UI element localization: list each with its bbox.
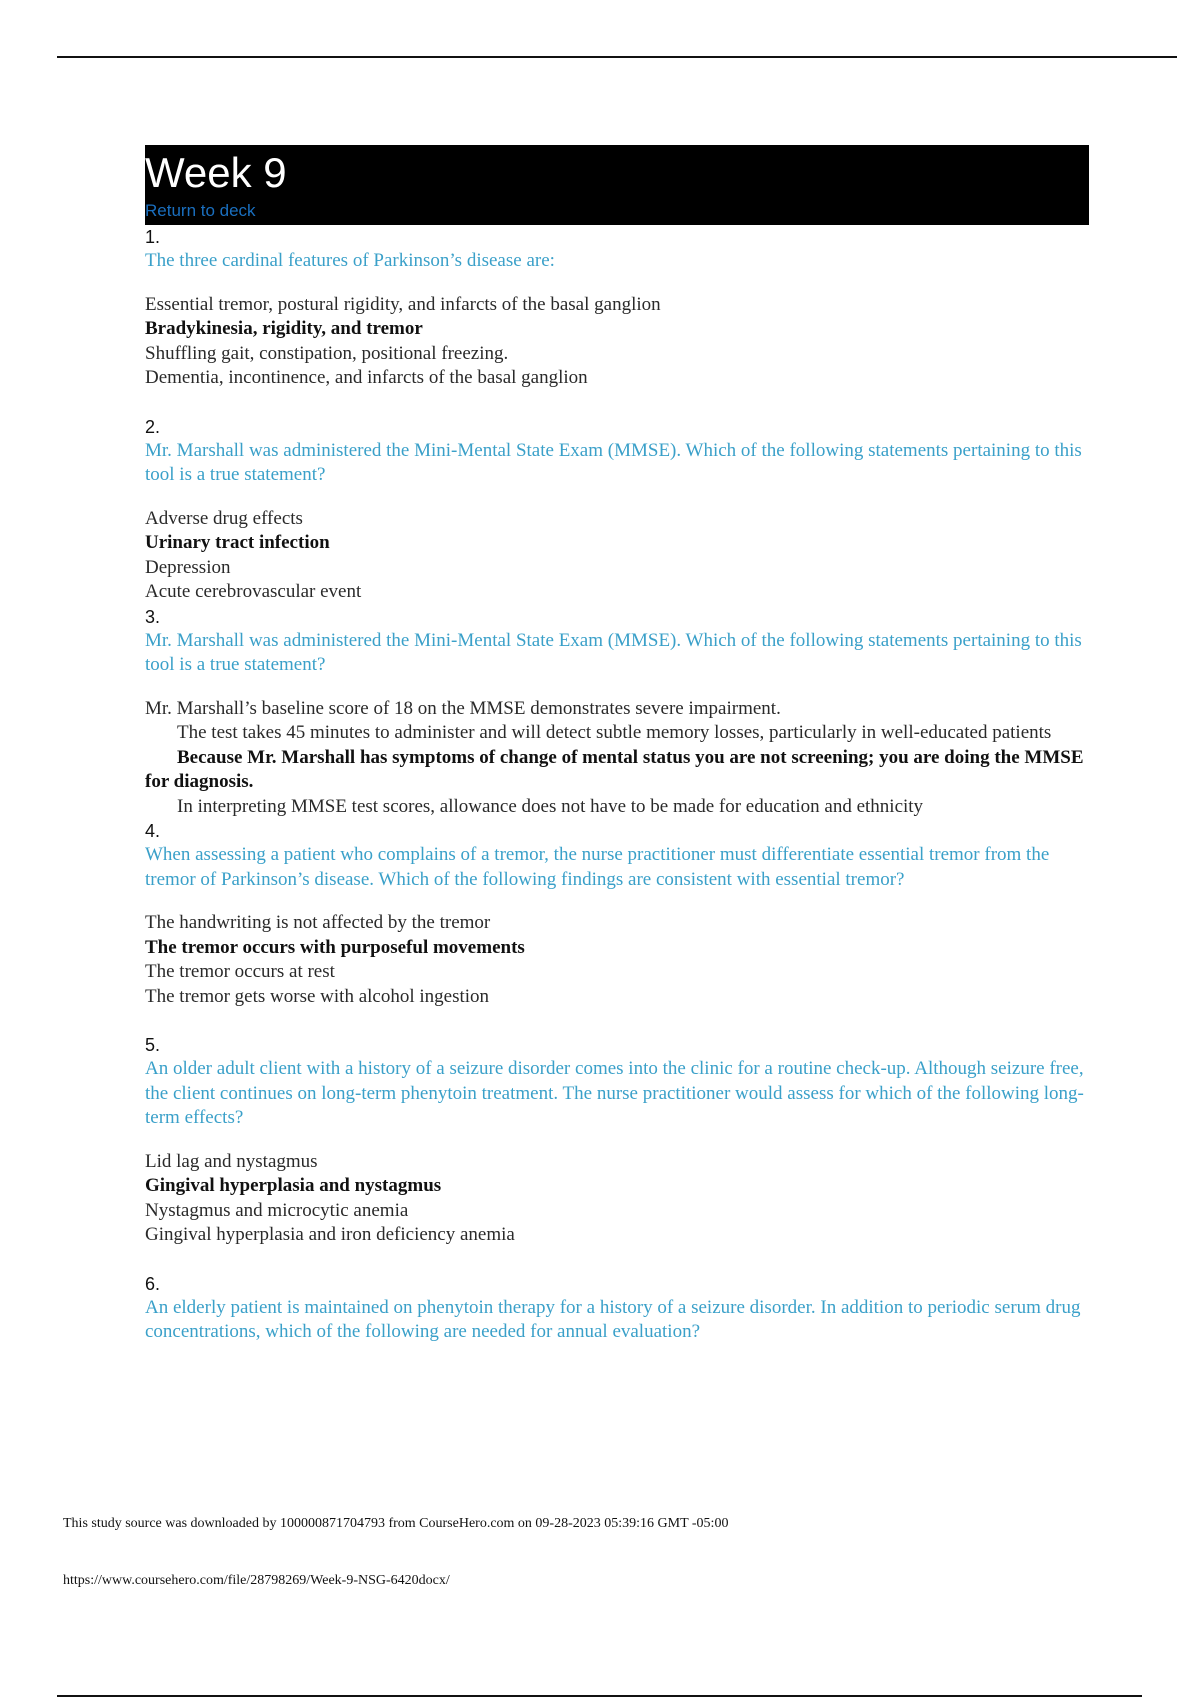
correct-answer: Gingival hyperplasia and nystagmus bbox=[145, 1175, 442, 1196]
answer-list bbox=[145, 1150, 1090, 1248]
question-number: 1. bbox=[145, 227, 161, 247]
answer-option: Adverse drug effects bbox=[145, 507, 303, 529]
question-text: Mr. Marshall was administered the Mini-Mental State Exam (MMSE). Which of the following statements pertaining to this tool is a true statement? bbox=[145, 629, 1082, 675]
source-url: https://www.coursehero.com/file/28798269/Week-9-NSG-6420docx/ bbox=[63, 1573, 450, 1588]
answer-option: Lid lag and nystagmus bbox=[145, 1150, 318, 1172]
correct-answer: Bradykinesia, rigidity, and tremor bbox=[145, 318, 423, 339]
download-source-note: This study source was downloaded by 100000871704793 from CourseHero.com on 09-28-2023 05:39:16 GMT -05:00 bbox=[63, 1516, 729, 1531]
question-number: 3. bbox=[145, 606, 161, 627]
answer-option: The handwriting is not affected by the tremor bbox=[145, 912, 491, 933]
answer-option: The tremor occurs at rest bbox=[145, 961, 335, 982]
correct-answer: Because Mr. Marshall has symptoms of change of mental status you are not screening; you are doing the MMSE for diagnosis. bbox=[145, 746, 1084, 792]
question-1 bbox=[145, 225, 1090, 391]
bottom-rule bbox=[57, 1695, 1142, 1697]
question-text: An older adult client with a history of a seizure disorder comes into the clinic for a routine check-up. Although seizure free, the client continues on long-term phenytoin treatment. The nurse practitioner would assess for which of the following long-term effects? bbox=[145, 1058, 1084, 1128]
answer-option: Gingival hyperplasia and iron deficiency anemia bbox=[145, 1224, 515, 1245]
question-4 bbox=[145, 819, 1090, 1009]
question-number: 6. bbox=[145, 1273, 161, 1294]
answer-option: Dementia, incontinence, and infarcts of the basal ganglion bbox=[145, 367, 588, 388]
answer-option: Mr. Marshall’s baseline score of 18 on the MMSE demonstrates severe impairment. bbox=[145, 697, 781, 719]
page-title: Week 9 bbox=[145, 149, 287, 196]
top-rule bbox=[57, 56, 1177, 58]
answer-option: Depression bbox=[145, 556, 231, 578]
question-2 bbox=[145, 415, 1090, 605]
answer-list bbox=[145, 507, 1090, 605]
answer-option: In interpreting MMSE test scores, allowance does not have to be made for education and ethnicity bbox=[177, 795, 924, 817]
answer-option: The tremor gets worse with alcohol ingestion bbox=[145, 985, 490, 1007]
question-text: When assessing a patient who complains of a tremor, the nurse practitioner must differentiate essential tremor from the tremor of Parkinson’s disease. Which of the following findings are consistent with essential tremor? bbox=[145, 844, 1050, 890]
answer-option: Nystagmus and microcytic anemia bbox=[145, 1199, 409, 1221]
answer-option: Shuffling gait, constipation, positional freezing. bbox=[145, 342, 509, 364]
answer-list bbox=[145, 293, 1090, 391]
question-text: An elderly patient is maintained on phenytoin therapy for a history of a seizure disorder. In addition to periodic serum drug concentrations, which of the following are needed for annual evaluation? bbox=[145, 1296, 1081, 1342]
question-number: 2. bbox=[145, 416, 161, 437]
return-to-deck-link[interactable]: Return to deck bbox=[145, 201, 256, 220]
question-5 bbox=[145, 1033, 1090, 1248]
question-text: The three cardinal features of Parkinson’s disease are: bbox=[145, 250, 555, 271]
question-number: 5. bbox=[145, 1035, 161, 1055]
answer-option: Essential tremor, postural rigidity, and infarcts of the basal ganglion bbox=[145, 293, 661, 315]
correct-answer: Urinary tract infection bbox=[145, 532, 330, 553]
answer-option: The test takes 45 minutes to administer and will detect subtle memory losses, particularly in well-educated patients bbox=[177, 722, 1052, 743]
question-list bbox=[145, 225, 1090, 1345]
answer-list bbox=[145, 911, 1090, 1009]
answer-list bbox=[145, 697, 1090, 820]
deck-header bbox=[145, 145, 1089, 225]
question-3 bbox=[145, 605, 1090, 820]
answer-option: Acute cerebrovascular event bbox=[145, 581, 362, 602]
question-6 bbox=[145, 1272, 1090, 1345]
question-text: Mr. Marshall was administered the Mini-Mental State Exam (MMSE). Which of the following statements pertaining to this tool is a true statement? bbox=[145, 439, 1082, 485]
correct-answer: The tremor occurs with purposeful movements bbox=[145, 936, 525, 958]
question-number: 4. bbox=[145, 821, 161, 841]
